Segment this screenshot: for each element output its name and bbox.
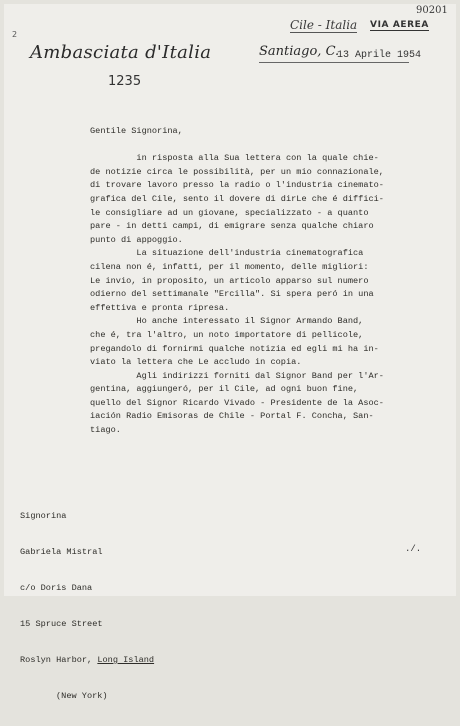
body-line: Le invio, in proposito, un articolo apparso sul numero bbox=[90, 275, 369, 286]
body-line: de notizie circa le possibilità, per un mio connazionale, bbox=[90, 166, 384, 177]
date-rule bbox=[259, 62, 409, 63]
body-line: le consigliare ad un giovane, specializzato - a quanto bbox=[90, 207, 369, 218]
recipient-city: Roslyn Harbor, bbox=[20, 655, 98, 665]
body-line: in risposta alla Sua lettera con la quale chie- bbox=[90, 153, 379, 164]
body-line: grafica del Cile, sento il dovere di dirLe che é diffici- bbox=[90, 193, 384, 204]
body-line: viato la lettera che Le accludo in copia. bbox=[90, 357, 302, 368]
body-line: Gentile Signorina, bbox=[90, 126, 183, 136]
body-line: effettiva e pronta ripresa. bbox=[90, 302, 230, 313]
recipient-line: (New York) bbox=[56, 691, 108, 701]
archive-reference-number: 90201 bbox=[416, 5, 448, 16]
place-line: Santiago, C. bbox=[259, 44, 340, 59]
letter-body bbox=[90, 125, 452, 438]
body-line: punto di appoggio. bbox=[90, 234, 183, 245]
body-line: che é, tra l'altro, un noto importatore di pellicole, bbox=[90, 329, 364, 340]
recipient-line: c/o Doris Dana bbox=[20, 583, 93, 593]
body-line: quello del Signor Ricardo Vivado - Presidente de la Asoc- bbox=[90, 397, 384, 408]
body-line bbox=[90, 139, 452, 153]
body-line: di trovare lavoro presso la radio o l'industria cinemato- bbox=[90, 180, 384, 191]
recipient-line bbox=[20, 654, 154, 666]
recipient-line: Signorina bbox=[20, 511, 67, 521]
protocol-number: 1235 bbox=[108, 74, 142, 89]
body-line: pregandolo di fornirmi qualche notizia ed egli mi ha in- bbox=[90, 343, 379, 354]
embassy-letterhead: Ambasciata d'Italia bbox=[30, 42, 212, 63]
body-line: La situazione dell'industria cinematografica bbox=[90, 248, 364, 259]
letter-page bbox=[4, 4, 456, 701]
body-line: Agli indirizzi forniti dal Signor Band per l'Ar- bbox=[90, 370, 384, 381]
body-line: Ho anche interessato il Signor Armando Band, bbox=[90, 316, 364, 327]
recipient-name: Gabriela Mistral bbox=[20, 547, 103, 557]
body-line: pare - in detti campi, di emigrare senza qualche chiaro bbox=[90, 221, 374, 232]
recipient-line: 15 Spruce Street bbox=[20, 619, 103, 629]
body-line: gentina, aggiungeró, per il Cile, ad ogni buon fine, bbox=[90, 384, 359, 395]
recipient-address bbox=[20, 486, 154, 726]
body-line: tiago. bbox=[90, 425, 121, 436]
body-line: cilena non é, infatti, per il momento, delle migliori: bbox=[90, 261, 369, 272]
body-line: iación Radio Emisoras de Chile - Portal F. Concha, San- bbox=[90, 411, 374, 422]
recipient-region: Long Island bbox=[97, 655, 155, 665]
body-line: odierno del settimanale "Ercilla". Si spera peró in una bbox=[90, 289, 374, 300]
corner-mark: 2 bbox=[12, 30, 18, 39]
airmail-stamp: VIA AEREA bbox=[370, 20, 429, 30]
letter-date: 13 Aprile 1954 bbox=[337, 50, 422, 61]
closing-mark: ./. bbox=[405, 544, 422, 554]
handwritten-note: Cile - Italia bbox=[290, 18, 358, 32]
